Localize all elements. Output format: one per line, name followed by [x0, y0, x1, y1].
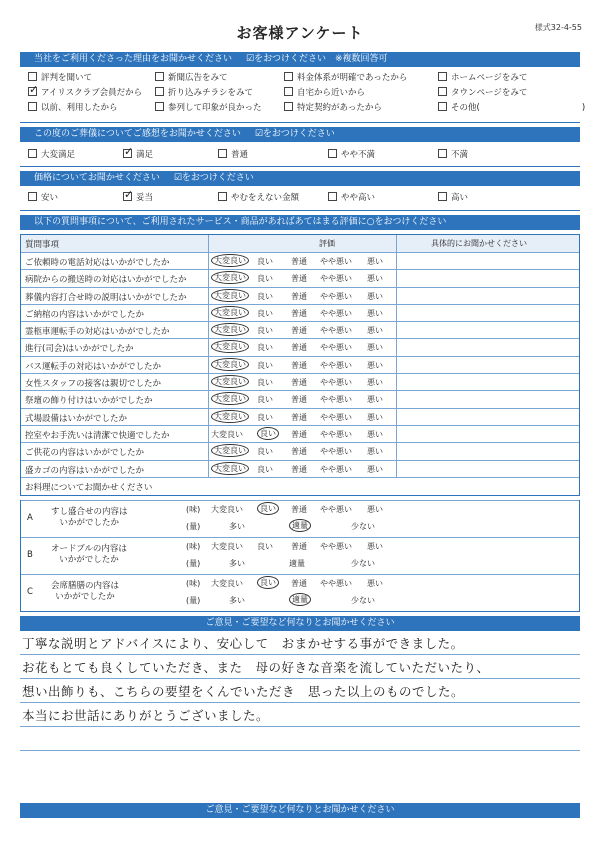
- rating-option[interactable]: やや悪い: [320, 274, 352, 284]
- checkbox[interactable]: [28, 87, 37, 96]
- survey-table: [20, 234, 580, 496]
- taste-option[interactable]: 悪い: [367, 579, 383, 588]
- checkbox[interactable]: [155, 72, 164, 81]
- checkbox[interactable]: [123, 192, 132, 201]
- taste-option[interactable]: 悪い: [367, 542, 383, 551]
- checkbox[interactable]: [155, 87, 164, 96]
- comment-line: [20, 655, 580, 679]
- divider: [20, 122, 580, 123]
- comment-line: [20, 631, 580, 655]
- checkbox-label: その他( ): [451, 103, 586, 113]
- taste-option[interactable]: 大変良い: [211, 505, 243, 514]
- footer-bar: ご意見・ご要望など何なりとお聞かせください: [20, 803, 580, 818]
- checkbox[interactable]: [284, 87, 293, 96]
- rating-option[interactable]: 普通: [291, 360, 307, 370]
- rating-option[interactable]: 悪い: [367, 395, 383, 405]
- checkbox-option[interactable]: [123, 149, 153, 161]
- checkbox[interactable]: [438, 72, 447, 81]
- amount-option[interactable]: 適量: [289, 519, 311, 532]
- rating-option[interactable]: 大変良い: [211, 392, 249, 405]
- food-table: [20, 500, 580, 612]
- section1-options: [20, 72, 586, 120]
- survey-row: [21, 409, 579, 426]
- food-letter: C: [27, 587, 33, 597]
- question-text: ご依頼時の電話対応はいかがでしたか: [25, 258, 170, 268]
- amount-label: (量): [186, 596, 201, 605]
- rating-option[interactable]: 普通: [291, 343, 307, 353]
- checkbox-label: やや不満: [341, 150, 376, 160]
- rating-option[interactable]: 悪い: [367, 464, 383, 474]
- checkbox-option[interactable]: [284, 87, 365, 99]
- col-rating: 評価: [319, 239, 335, 248]
- survey-row: [21, 253, 579, 270]
- section3-options: [20, 192, 580, 206]
- rating-option[interactable]: 普通: [291, 412, 307, 422]
- rating-option[interactable]: 大変良い: [211, 462, 249, 475]
- form-code: 様式32-4-55: [534, 23, 582, 32]
- rating-option[interactable]: 悪い: [367, 447, 383, 457]
- rating-option[interactable]: 大変良い: [211, 410, 249, 423]
- section4-label: 以下の質問事項について、ご利用されたサービス・商品があればあてはまる評価に○をおつけください: [34, 217, 447, 227]
- rating-option[interactable]: 悪い: [367, 378, 383, 388]
- rating-option[interactable]: 普通: [291, 257, 307, 266]
- amount-option[interactable]: 少ない: [351, 522, 375, 531]
- checkbox-option[interactable]: [438, 192, 468, 204]
- rating-option[interactable]: やや悪い: [320, 447, 352, 457]
- rating-option[interactable]: 普通: [291, 308, 307, 318]
- comment-text: 丁寧な説明とアドバイスにより、安心して おまかせする事ができました。: [22, 636, 464, 651]
- checkbox-label: 普通: [231, 150, 249, 160]
- section3-label: 価格についてお聞かせください: [34, 173, 160, 183]
- food-item: [21, 537, 579, 574]
- question-text: ご供花の内容はいかがでしたか: [25, 448, 145, 459]
- rating-option[interactable]: 悪い: [367, 257, 383, 266]
- rating-option[interactable]: 普通: [291, 464, 307, 474]
- checkbox-option[interactable]: [284, 72, 407, 84]
- rating-option[interactable]: 良い: [257, 395, 273, 405]
- checkbox[interactable]: [328, 149, 337, 158]
- amount-option[interactable]: 多い: [229, 559, 245, 568]
- rating-option[interactable]: やや悪い: [320, 360, 352, 370]
- checkbox-option[interactable]: [155, 72, 228, 84]
- rating-option[interactable]: 大変良い: [211, 444, 249, 457]
- question-text: 女性スタッフの接客は親切でしたか: [25, 379, 162, 390]
- section4-header: [20, 215, 580, 230]
- section2-note: ☑をおつけください: [254, 129, 335, 139]
- checkbox[interactable]: [218, 192, 227, 201]
- rating-option[interactable]: 大変良い: [211, 358, 249, 371]
- section2-label: この度のご葬儀についてご感想をお聞かせください: [34, 129, 241, 139]
- checkbox-label: 以前、利用したから: [41, 103, 118, 113]
- survey-row: [21, 374, 579, 391]
- checkbox-option[interactable]: [328, 149, 375, 161]
- taste-option[interactable]: 普通: [291, 579, 307, 588]
- amount-option[interactable]: 少ない: [351, 559, 375, 568]
- col-question: 質問事項: [25, 240, 60, 250]
- question-text: バス運転手の対応はいかがでしたか: [25, 361, 162, 372]
- rating-option[interactable]: 悪い: [367, 343, 383, 353]
- taste-option[interactable]: やや悪い: [320, 505, 352, 514]
- rating-option[interactable]: 悪い: [367, 429, 383, 439]
- rating-option[interactable]: 普通: [291, 378, 307, 388]
- amount-label: (量): [186, 559, 201, 568]
- checkbox-option[interactable]: [123, 192, 153, 204]
- checkbox-option[interactable]: [218, 192, 299, 204]
- rating-option[interactable]: やや悪い: [320, 291, 352, 301]
- checkbox-label: 料金体系が明確であったから: [297, 73, 408, 83]
- survey-row: [21, 322, 579, 339]
- rating-option[interactable]: 大変良い: [211, 429, 243, 439]
- food-item: [21, 574, 579, 611]
- rating-option[interactable]: 良い: [257, 274, 273, 284]
- checkbox-label: 大変満足: [41, 150, 76, 160]
- rating-option[interactable]: 大変良い: [211, 254, 249, 267]
- taste-option[interactable]: 悪い: [367, 505, 383, 514]
- checkbox-label: 不満: [451, 150, 469, 160]
- rating-option[interactable]: やや悪い: [320, 464, 352, 474]
- checkbox-option[interactable]: [28, 192, 58, 204]
- rating-option[interactable]: 悪い: [367, 274, 383, 284]
- amount-option[interactable]: 適量: [289, 559, 305, 568]
- divider: [20, 166, 580, 167]
- comment-text: 想い出飾りも、こちらの要望をくんでいただき 思った以上のものでした。: [22, 684, 465, 699]
- comment-line: [20, 703, 580, 727]
- checkbox-label: 新聞広告をみて: [168, 73, 228, 83]
- checkbox-label: 折り込みチラシをみて: [168, 88, 254, 98]
- rating-option[interactable]: 悪い: [367, 291, 383, 301]
- rating-option[interactable]: 良い: [257, 257, 273, 266]
- rating-option[interactable]: やや悪い: [320, 378, 352, 388]
- section1-note: ☑をおつけください ※複数回答可: [246, 54, 388, 64]
- food-letter: A: [27, 513, 33, 523]
- rating-option[interactable]: やや悪い: [320, 412, 352, 422]
- divider: [20, 210, 580, 211]
- taste-option[interactable]: やや悪い: [320, 542, 352, 551]
- checkbox-option[interactable]: [438, 102, 585, 114]
- rating-option[interactable]: 普通: [291, 291, 307, 301]
- question-text: 盛カゴの内容はいかがでしたか: [25, 465, 145, 476]
- comments-section: [20, 616, 580, 751]
- checkbox[interactable]: [284, 72, 293, 81]
- checkbox-option[interactable]: [438, 72, 527, 84]
- checkbox-option[interactable]: [155, 87, 253, 99]
- rating-option[interactable]: 大変良い: [211, 323, 249, 336]
- taste-option[interactable]: 良い: [257, 542, 273, 551]
- question-text: 葬儀内容打合せ時の説明はいかがでしたか: [25, 292, 187, 303]
- question-text: ご納棺の内容はいかがでしたか: [25, 309, 145, 320]
- survey-row: [21, 357, 579, 374]
- rating-option[interactable]: やや悪い: [320, 308, 352, 318]
- comment-text: 本当にお世話にありがとうございました。: [22, 708, 270, 723]
- question-text: お料理についてお聞かせください: [25, 482, 153, 493]
- checkbox-option[interactable]: [28, 102, 118, 114]
- food-question: すし盛合せの内容は いかがでしたか: [51, 507, 128, 528]
- survey-row: [21, 391, 579, 408]
- survey-row: [21, 288, 579, 305]
- food-item: [21, 500, 579, 537]
- checkbox[interactable]: [123, 149, 132, 158]
- checkbox-label: ホームページをみて: [451, 73, 528, 83]
- question-text: 式場設備はいかがでしたか: [25, 413, 128, 424]
- checkbox-option[interactable]: [28, 149, 75, 161]
- checkbox[interactable]: [438, 102, 447, 111]
- comment-line: [20, 679, 580, 703]
- amount-option[interactable]: 適量: [289, 593, 311, 606]
- rating-option[interactable]: 良い: [257, 343, 273, 353]
- amount-option[interactable]: 多い: [229, 522, 245, 531]
- rating-option[interactable]: 良い: [257, 360, 273, 370]
- rating-option[interactable]: 大変良い: [211, 340, 249, 353]
- comments-header: ご意見・ご要望など何なりとお聞かせください: [20, 616, 580, 631]
- question-text: 控室やお手洗いは清潔で快適でしたか: [25, 430, 170, 441]
- taste-label: (味): [186, 505, 201, 514]
- checkbox-option[interactable]: [284, 102, 382, 114]
- food-question: 会席膳膳の内容は いかがでしたか: [51, 581, 120, 602]
- rating-option[interactable]: 普通: [291, 274, 307, 284]
- checkbox[interactable]: [28, 192, 37, 201]
- checkbox[interactable]: [28, 102, 37, 111]
- page-title: お客様アンケート: [236, 24, 364, 42]
- survey-row: [21, 443, 579, 460]
- rating-option[interactable]: 良い: [257, 412, 273, 422]
- amount-option[interactable]: 多い: [229, 596, 245, 605]
- rating-option[interactable]: 大変良い: [211, 306, 249, 319]
- taste-option[interactable]: 普通: [291, 505, 307, 514]
- rating-option[interactable]: 悪い: [367, 360, 383, 370]
- checkbox-label: やむをえない金額: [231, 193, 300, 203]
- taste-option[interactable]: 大変良い: [211, 542, 243, 551]
- checkbox[interactable]: [28, 149, 37, 158]
- section1-header: [20, 52, 580, 67]
- rating-option[interactable]: やや悪い: [320, 257, 352, 266]
- survey-row: [21, 339, 579, 356]
- rating-option[interactable]: 悪い: [367, 326, 383, 336]
- rating-option[interactable]: 普通: [291, 395, 307, 405]
- checkbox[interactable]: [438, 149, 447, 158]
- section2-options: [20, 149, 580, 163]
- comment-text: お花もとても良くしていただき、また 母の好きな音楽を流していただいたり、: [22, 660, 490, 675]
- taste-option[interactable]: 良い: [257, 576, 279, 589]
- rating-option[interactable]: 普通: [291, 429, 307, 439]
- checkbox-label: 安い: [41, 193, 59, 203]
- checkbox[interactable]: [155, 102, 164, 111]
- checkbox-option[interactable]: [328, 192, 375, 204]
- survey-row: [21, 478, 579, 495]
- rating-option[interactable]: 悪い: [367, 308, 383, 318]
- checkbox-label: アイリスクラブ会員だから: [41, 88, 143, 98]
- checkbox-label: 特定契約があったから: [297, 103, 382, 113]
- checkbox-label: 評判を聞いて: [41, 73, 93, 83]
- taste-option[interactable]: 普通: [291, 542, 307, 551]
- question-text: 祭壇の飾り付けはいかがでしたか: [25, 396, 153, 407]
- section3-note: ☑をおつけください: [173, 173, 254, 183]
- survey-row: [21, 305, 579, 322]
- rating-option[interactable]: 良い: [257, 326, 273, 336]
- survey-row: [21, 270, 579, 287]
- taste-label: (味): [186, 579, 201, 588]
- checkbox[interactable]: [328, 192, 337, 201]
- taste-label: (味): [186, 542, 201, 551]
- question-text: 霊柩車運転手の対応はいかがでしたか: [25, 327, 170, 338]
- rating-option[interactable]: 普通: [291, 447, 307, 457]
- survey-row: [21, 426, 579, 443]
- survey-header-row: [21, 235, 579, 253]
- taste-option[interactable]: 大変良い: [211, 579, 243, 588]
- rating-option[interactable]: やや悪い: [320, 343, 352, 353]
- comment-line: [20, 727, 580, 751]
- rating-option[interactable]: 良い: [257, 464, 273, 474]
- rating-option[interactable]: 普通: [291, 326, 307, 336]
- section1-label: 当社をご利用くださった理由をお聞かせください: [34, 54, 233, 64]
- checkbox[interactable]: [438, 192, 447, 201]
- checkbox-option[interactable]: [28, 87, 142, 99]
- checkbox[interactable]: [438, 87, 447, 96]
- rating-option[interactable]: 良い: [257, 378, 273, 388]
- col-detail: 具体的にお聞かせください: [431, 239, 527, 248]
- section2-header: [20, 127, 580, 142]
- rating-option[interactable]: 大変良い: [211, 375, 249, 388]
- section3-header: [20, 171, 580, 186]
- checkbox-label: 高い: [451, 193, 469, 203]
- food-question: オードブルの内容は いかがでしたか: [51, 544, 127, 565]
- taste-option[interactable]: やや悪い: [320, 579, 352, 588]
- checkbox-label: 満足: [136, 150, 154, 160]
- checkbox[interactable]: [218, 149, 227, 158]
- rating-option[interactable]: 大変良い: [211, 289, 249, 302]
- checkbox-option[interactable]: [438, 149, 468, 161]
- food-letter: B: [27, 550, 33, 560]
- rating-option[interactable]: 良い: [257, 291, 273, 301]
- checkbox-label: タウンページをみて: [451, 88, 528, 98]
- survey-row: [21, 461, 579, 478]
- rating-option[interactable]: 良い: [257, 427, 279, 440]
- rating-option[interactable]: 悪い: [367, 412, 383, 422]
- checkbox-label: 自宅から近いから: [297, 88, 366, 98]
- rating-option[interactable]: やや悪い: [320, 429, 352, 439]
- amount-label: (量): [186, 522, 201, 531]
- rating-option[interactable]: 良い: [257, 447, 273, 457]
- checkbox-option[interactable]: [218, 149, 248, 161]
- checkbox-option[interactable]: [438, 87, 527, 99]
- checkbox-option[interactable]: [155, 102, 262, 114]
- checkbox-label: やや高い: [341, 193, 376, 203]
- rating-option[interactable]: やや悪い: [320, 326, 352, 336]
- question-text: 進行(司会)はいかがでしたか: [25, 344, 134, 355]
- checkbox-label: 参列して印象が良かった: [168, 103, 262, 113]
- checkbox[interactable]: [28, 72, 37, 81]
- rating-option[interactable]: 良い: [257, 308, 273, 318]
- taste-option[interactable]: 良い: [257, 502, 279, 515]
- rating-option[interactable]: やや悪い: [320, 395, 352, 405]
- question-text: 病院からの搬送時の対応はいかがでしたか: [25, 275, 187, 286]
- amount-option[interactable]: 少ない: [351, 596, 375, 605]
- checkbox[interactable]: [284, 102, 293, 111]
- rating-option[interactable]: 大変良い: [211, 271, 249, 284]
- checkbox-label: 妥当: [136, 193, 154, 203]
